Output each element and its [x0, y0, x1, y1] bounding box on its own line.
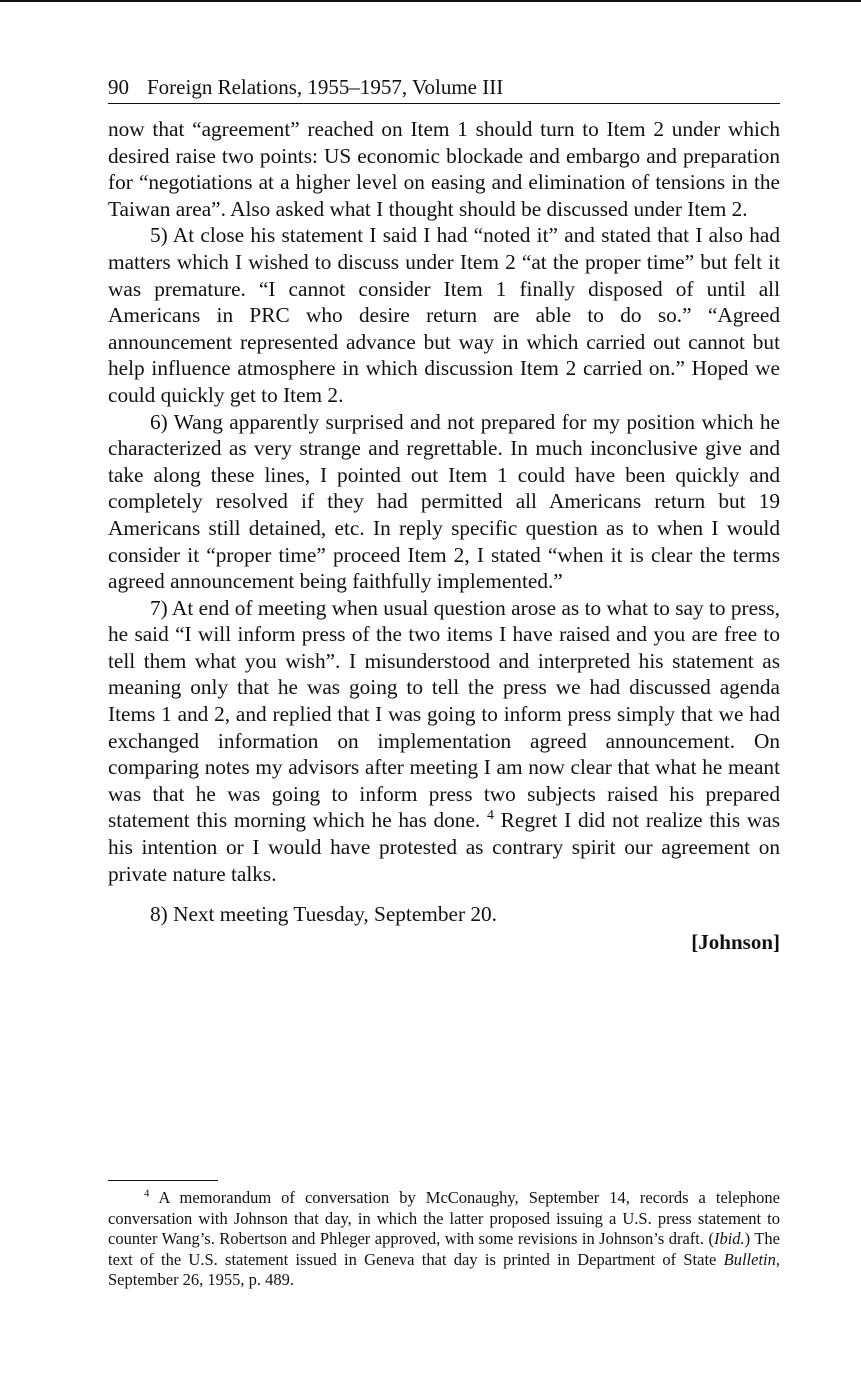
- footnote-reference: 4: [487, 807, 494, 823]
- signature: [Johnson]: [691, 929, 780, 954]
- footnote-text-2: ) The text of the U.S. statement issued in Geneva that day is printed in Department of State: [108, 1229, 780, 1269]
- paragraph-7-text: 7) At end of meeting when usual question arose as to what to say to press, he said “I will inform press of the two items I have raised and you are free to tell them what you wish”. I misunderstood and interpreted his statement as meaning only that he was going to tell the press we had discussed agenda Items 1 and 2, and replied that I was going to inform press simply that we had exchanged information on implementation agreed announcement. On comparing notes my advisors after meeting I am now clear that what he meant was that he was going to inform press two subjects raised his prepared statement this morning which he has done.: [108, 595, 780, 833]
- footnote-bulletin: Bulletin,: [723, 1249, 780, 1269]
- top-border: [0, 0, 861, 2]
- paragraph-continuation: now that “agreement” reached on Item 1 should turn to Item 2 under which desired raise two points: US economic blockade and embargo and preparation for “negotiations at a higher level on easing and elimination of tensions in the Taiwan area”. Also asked what I thought should be discussed under Item 2.: [108, 117, 780, 221]
- body-text: [108, 116, 780, 956]
- running-head: [108, 72, 780, 104]
- paragraph-5: 5) At close his statement I said I had “noted it” and stated that I also had matters which I wished to discuss under Item 2 “at the proper time” but felt it was premature. “I cannot consider Item 1 finally disposed of until all Americans in PRC who desire return are able to do so.” “Agreed announcement represented advance but way in which carried out cannot but help influence atmosphere in which discussion Item 2 carried on.” Hoped we could quickly get to Item 2.: [108, 223, 780, 407]
- document-page: [108, 72, 780, 956]
- running-head-title: Foreign Relations, 1955–1957, Volume III: [147, 75, 504, 99]
- paragraph-6: 6) Wang apparently surprised and not prepared for my position which he characterized as very strange and regrettable. In much inconclusive give and take along these lines, I pointed out Item 1 could have been quickly and completely resolved if they had permitted all Americans return but 19 Americans still detained, etc. In reply specific question as to when I would consider it “proper time” proceed Item 2, I stated “when it is clear the terms agreed announcement being faithfully implemented.”: [108, 409, 780, 594]
- paragraph-7-text-end: Regret I did not realize this was his intention or I would have protested as contrary spirit our agreement on private nature talks.: [108, 808, 781, 886]
- footnote-rule: [108, 1180, 218, 1181]
- footnote-text-3: September 26, 1955, p. 489.: [108, 1270, 295, 1289]
- paragraph-7: [108, 595, 780, 888]
- page-number: 90: [108, 75, 129, 99]
- paragraph-8: 8) Next meeting Tuesday, September 20.: [150, 902, 498, 927]
- footnote-text-1: A memorandum of conversation by McConaughy, September 14, records a telephone conversation with Johnson that day, in which the latter proposed issuing a U.S. press statement to counter Wang’s. Robertson and Phleger approved, with some revisions in Johnson’s draft. (: [108, 1188, 780, 1248]
- footnote-ibid: Ibid.: [713, 1229, 745, 1248]
- footnote: [108, 1188, 780, 1291]
- footnote-marker: 4: [144, 1187, 150, 1200]
